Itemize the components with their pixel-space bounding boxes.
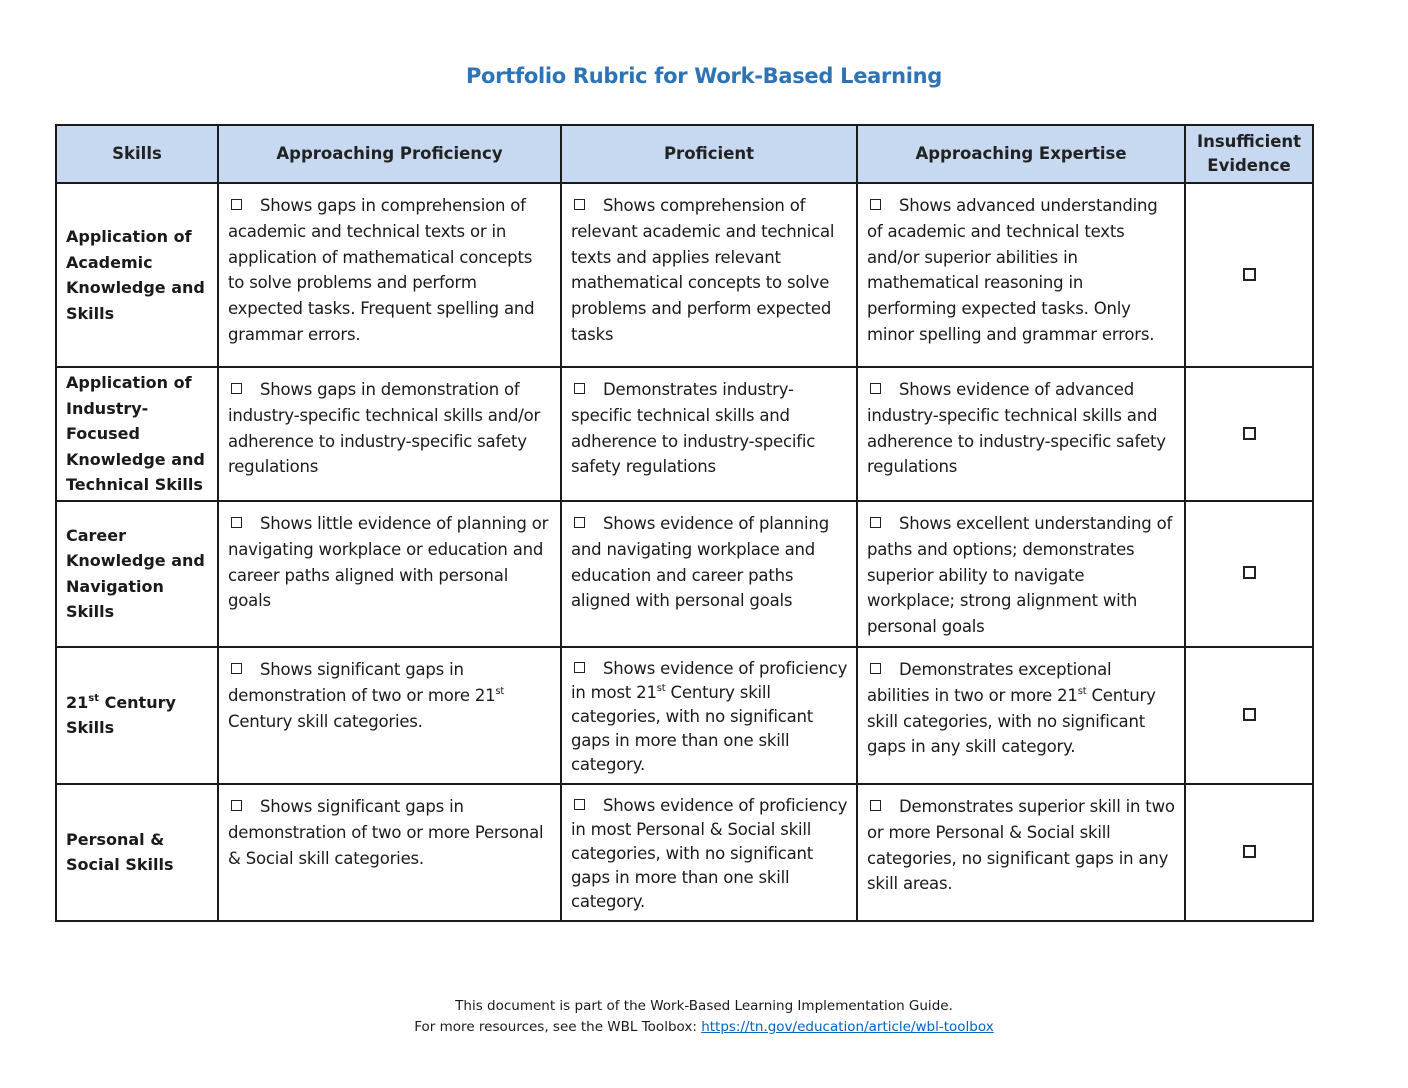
descriptor-text: Century skill categories, with no significant gaps in any skill category. [867, 685, 1156, 757]
descriptor-text: Shows excellent understanding of paths and options; demonstrates superior ability to navigate workplace; strong alignment with personal goals [867, 514, 1173, 637]
descriptor-text: Shows significant gaps in demonstration of two or more Personal & Social skill categories. [228, 796, 544, 868]
cell-approaching-expertise [857, 183, 1185, 367]
checkbox-icon[interactable] [870, 800, 881, 811]
cell-insufficient-evidence [1185, 367, 1313, 501]
cell-proficient [561, 784, 857, 921]
descriptor-text: Shows evidence of advanced industry-specific technical skills and adherence to industry-specific safety regulations [867, 380, 1166, 477]
table-row [56, 367, 1313, 501]
checkbox-icon[interactable] [870, 383, 881, 394]
descriptor-text: Demonstrates exceptional abilities in two or more 21 [867, 659, 1112, 705]
skill-label: Career Knowledge and Navigation Skills [56, 501, 218, 647]
cell-approaching-proficiency [218, 501, 561, 647]
cell-approaching-expertise [857, 367, 1185, 501]
cell-insufficient-evidence [1185, 501, 1313, 647]
descriptor-text: Shows advanced understanding of academic and technical texts and/or superior abilities in mathematical reasoning in performing expected tasks. Only minor spelling and grammar errors. [867, 196, 1158, 344]
cell-proficient [561, 367, 857, 501]
cell-insufficient-evidence [1185, 784, 1313, 921]
checkbox-icon[interactable] [574, 383, 585, 394]
cell-approaching-expertise [857, 784, 1185, 921]
footer-line-2 [0, 1019, 1408, 1035]
checkbox-icon[interactable] [574, 517, 585, 528]
insufficient-evidence-checkbox[interactable] [1243, 427, 1256, 440]
descriptor-text: Shows significant gaps in demonstration of two or more 21 [228, 659, 496, 705]
table-row [56, 784, 1313, 921]
cell-insufficient-evidence [1185, 183, 1313, 367]
descriptor-text: Shows gaps in comprehension of academic and technical texts or in application of mathematical concepts to solve problems and perform expected tasks. Frequent spelling and grammar errors. [228, 196, 535, 344]
table-row [56, 647, 1313, 784]
table-row [56, 183, 1313, 367]
table-row [56, 501, 1313, 647]
checkbox-icon[interactable] [574, 662, 585, 673]
skill-label: Application of Academic Knowledge and Skills [56, 183, 218, 367]
descriptor-text: Century skill categories. [228, 711, 423, 731]
cell-approaching-expertise [857, 501, 1185, 647]
skill-label: Personal & Social Skills [56, 784, 218, 921]
ordinal-suffix: st [656, 682, 666, 694]
insufficient-evidence-checkbox[interactable] [1243, 845, 1256, 858]
cell-approaching-proficiency [218, 367, 561, 501]
header-insufficient-evidence: Insufficient Evidence [1185, 125, 1313, 183]
cell-approaching-expertise [857, 647, 1185, 784]
descriptor-text: Shows evidence of proficiency in most 21 [571, 658, 848, 702]
descriptor-text: Shows evidence of proficiency in most Personal & Social skill categories, with no significant gaps in more than one skill category. [571, 795, 848, 911]
header-proficient: Proficient [561, 125, 857, 183]
cell-approaching-proficiency [218, 647, 561, 784]
header-approaching-expertise: Approaching Expertise [857, 125, 1185, 183]
descriptor-text: Shows little evidence of planning or navigating workplace or education and career paths aligned with personal goals [228, 514, 549, 611]
descriptor-text: Shows gaps in demonstration of industry-specific technical skills and/or adherence to industry-specific safety regulations [228, 380, 541, 477]
descriptor-text: Shows evidence of planning and navigating workplace and education and career paths aligned with personal goals [571, 514, 829, 611]
header-row [56, 125, 1313, 183]
skill-label-part: Century Skills [66, 692, 176, 738]
checkbox-icon[interactable] [870, 517, 881, 528]
ordinal-suffix: st [1077, 685, 1087, 697]
insufficient-evidence-checkbox[interactable] [1243, 708, 1256, 721]
document-title: Portfolio Rubric for Work-Based Learning [465, 64, 943, 88]
checkbox-icon[interactable] [574, 199, 585, 210]
footer-line-1: This document is part of the Work-Based Learning Implementation Guide. [455, 998, 953, 1014]
cell-insufficient-evidence [1185, 647, 1313, 784]
skill-label-part: 21 [66, 692, 89, 712]
footer-prefix: For more resources, see the WBL Toolbox: [414, 1019, 702, 1035]
cell-approaching-proficiency [218, 183, 561, 367]
descriptor-text: Century skill categories, with no significant gaps in more than one skill category. [571, 682, 814, 774]
checkbox-icon[interactable] [231, 800, 242, 811]
checkbox-icon[interactable] [870, 199, 881, 210]
ordinal-suffix: st [495, 685, 505, 697]
cell-approaching-proficiency [218, 784, 561, 921]
cell-proficient [561, 183, 857, 367]
cell-proficient [561, 501, 857, 647]
checkbox-icon[interactable] [231, 199, 242, 210]
cell-proficient [561, 647, 857, 784]
checkbox-icon[interactable] [870, 663, 881, 674]
checkbox-icon[interactable] [231, 517, 242, 528]
wbl-toolbox-link[interactable]: https://tn.gov/education/article/wbl-toolbox [701, 1019, 994, 1035]
descriptor-text: Demonstrates industry-specific technical skills and adherence to industry-specific safety regulations [571, 380, 816, 477]
ordinal-suffix: st [88, 692, 99, 704]
descriptor-text: Shows comprehension of relevant academic and technical texts and applies relevant mathematical concepts to solve problems and perform expected tasks [571, 196, 835, 344]
skill-label: Application of Industry-Focused Knowledge and Technical Skills [56, 367, 218, 501]
checkbox-icon[interactable] [574, 799, 585, 810]
header-skills: Skills [56, 125, 218, 183]
checkbox-icon[interactable] [231, 383, 242, 394]
insufficient-evidence-checkbox[interactable] [1243, 268, 1256, 281]
insufficient-evidence-checkbox[interactable] [1243, 566, 1256, 579]
skill-label [56, 647, 218, 784]
rubric-table [55, 124, 1314, 922]
header-approaching-proficiency: Approaching Proficiency [218, 125, 561, 183]
descriptor-text: Demonstrates superior skill in two or more Personal & Social skill categories, no significant gaps in any skill areas. [867, 796, 1175, 894]
checkbox-icon[interactable] [231, 663, 242, 674]
